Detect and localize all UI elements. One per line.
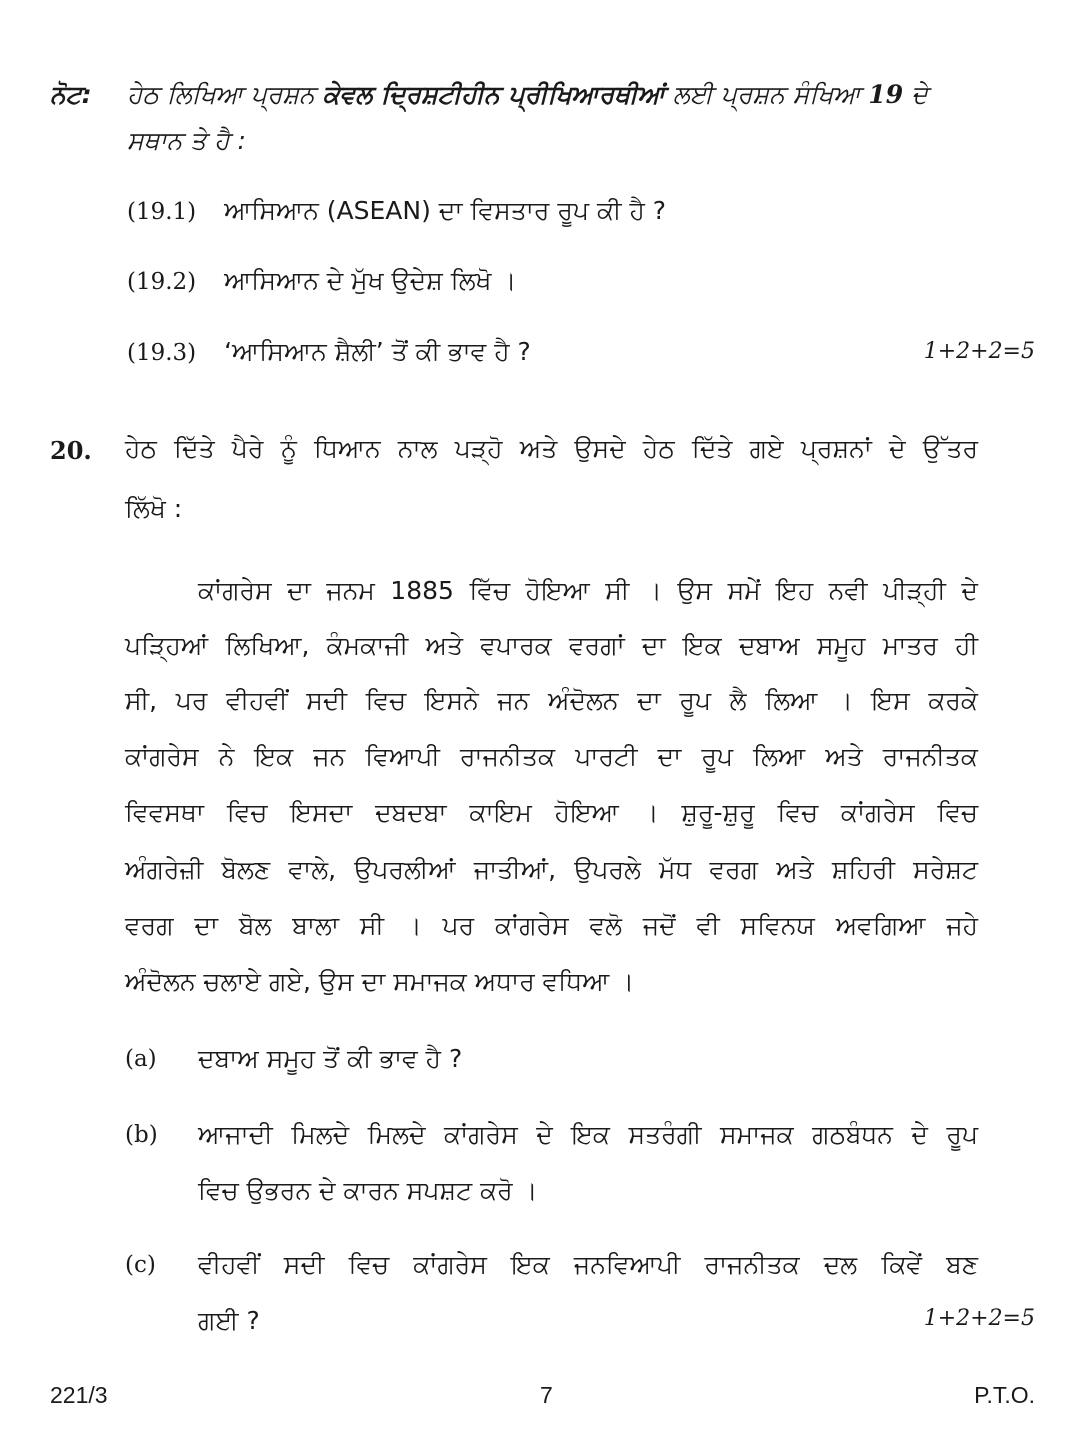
sub-question-label: (c) (125, 1252, 156, 1278)
note-question-number: 19 (868, 80, 904, 109)
passage-line: ਸੀ, ਪਰ ਵੀਹਵੀਂ ਸਦੀ ਵਿਚ ਇਸਨੇ ਜਨ ਅੰਦੋਲਨ ਦਾ ਰੂਪ ਲੈ ਲਿਆ । ਇਸ ਕਰਕੇ (125, 686, 978, 715)
sub-question-text: ਗਈ ? (198, 1306, 260, 1335)
sub-question-label: (b) (125, 1122, 158, 1148)
sub-question-text: ਆਜਾਦੀ ਮਿਲਦੇ ਮਿਲਦੇ ਕਾਂਗਰੇਸ ਦੇ ਇਕ ਸਤਰੰਗੀ ਸਮਾਜਕ ਗਠਬੰਧਨ ਦੇ ਰੂਪ (198, 1120, 978, 1149)
q19-marks: 1+2+2=5 (923, 339, 1035, 364)
q19-item-text: ਆਸਿਆਨ ਦੇ ਮੁੱਖ ਉਦੇਸ਼ ਲਿਖੋ । (224, 266, 517, 295)
q19-item-text: ਆਸਿਆਨ (ASEAN) ਦਾ ਵਿਸਤਾਰ ਰੂਪ ਕੀ ਹੈ ? (224, 196, 667, 225)
passage-line: ਵਰਗ ਦਾ ਬੋਲ ਬਾਲਾ ਸੀ । ਪਰ ਕਾਂਗਰੇਸ ਵਲੋ ਜਦੋਂ ਵੀ ਸਵਿਨਯ ਅਵਗਿਆ ਜਹੇ (125, 911, 978, 940)
q19-item-number: (19.2) (127, 269, 197, 295)
paper-code: 221/3 (50, 1382, 108, 1408)
q19-item (127, 194, 666, 228)
note-text-bold: ਕੇਵਲ ਦ੍ਰਿਸ਼ਟੀਹੀਨ ਪ੍ਰੀਖਿਆਰਥੀਆਂ (322, 80, 665, 109)
q19-item (127, 335, 531, 369)
passage-line: ਵਿਵਸਥਾ ਵਿਚ ਇਸਦਾ ਦਬਦਬਾ ਕਾਇਮ ਹੋਇਆ । ਸ਼ੁਰੂ-ਸ਼ੁਰੂ ਵਿਚ ਕਾਂਗਰੇਸ ਵਿਚ (125, 798, 978, 827)
note-line-2: ਸਥਾਨ ਤੇ ਹੈ : (127, 126, 246, 155)
q20-intro-line: ਲਿੱਖੋ : (125, 494, 183, 523)
note-line-1 (127, 78, 928, 112)
q19-item-number: (19.3) (127, 340, 197, 366)
q19-item (127, 264, 516, 298)
q20-number: 20. (50, 436, 92, 465)
q20-marks: 1+2+2=5 (923, 1306, 1035, 1331)
note-text-post: ਲਈ ਪ੍ਰਸ਼ਨ ਸੰਖਿਆ (672, 80, 861, 109)
passage-line: ਅੰਗਰੇਜ਼ੀ ਬੋਲਣ ਵਾਲੇ, ਉਪਰਲੀਆਂ ਜਾਤੀਆਂ, ਉਪਰਲੇ ਮੱਧ ਵਰਗ ਅਤੇ ਸ਼ਹਿਰੀ ਸਰੇਸ਼ਟ (125, 855, 978, 884)
sub-question-label: (a) (125, 1046, 157, 1072)
q19-item-text: ‘ਆਸਿਆਨ ਸ਼ੈਲੀ’ ਤੋਂ ਕੀ ਭਾਵ ਹੈ ? (224, 337, 531, 366)
note-text-end: ਦੇ (911, 80, 928, 109)
note-text-pre: ਹੇਠ ਲਿਖਿਆ ਪ੍ਰਸ਼ਨ (127, 80, 315, 109)
sub-question-text: ਵਿਚ ਉਭਰਨ ਦੇ ਕਾਰਨ ਸਪਸ਼ਟ ਕਰੋ । (198, 1176, 538, 1205)
passage-line: ਕਾਂਗਰੇਸ ਨੇ ਇਕ ਜਨ ਵਿਆਪੀ ਰਾਜਨੀਤਕ ਪਾਰਟੀ ਦਾ ਰੂਪ ਲਿਆ ਅਤੇ ਰਾਜਨੀਤਕ (125, 742, 978, 771)
q19-item-number: (19.1) (127, 199, 197, 225)
passage-line: ਪੜ੍ਹਿਆਂ ਲਿਖਿਆ, ਕੰਮਕਾਜੀ ਅਤੇ ਵਪਾਰਕ ਵਰਗਾਂ ਦਾ ਇਕ ਦਬਾਅ ਸਮੂਹ ਮਾਤਰ ਹੀ (125, 631, 978, 660)
passage-line: ਕਾਂਗਰੇਸ ਦਾ ਜਨਮ 1885 ਵਿੱਚ ਹੋਇਆ ਸੀ । ਉਸ ਸਮੇਂ ਇਹ ਨਵੀ ਪੀੜ੍ਹੀ ਦੇ (198, 576, 978, 605)
passage-line: ਅੰਦੋਲਨ ਚਲਾਏ ਗਏ, ਉਸ ਦਾ ਸਮਾਜਕ ਅਧਾਰ ਵਧਿਆ । (125, 967, 635, 996)
note-label: ਨੋਟ: (50, 80, 92, 109)
q20-intro-line: ਹੇਠ ਦਿੱਤੇ ਪੈਰੇ ਨੂੰ ਧਿਆਨ ਨਾਲ ਪੜ੍ਹੋ ਅਤੇ ਉਸਦੇ ਹੇਠ ਦਿੱਤੇ ਗਏ ਪ੍ਰਸ਼ਨਾਂ ਦੇ ਉੱਤਰ (125, 434, 978, 463)
sub-question-text: ਦਬਾਅ ਸਮੂਹ ਤੋਂ ਕੀ ਭਾਵ ਹੈ ? (198, 1044, 463, 1073)
page-number: 7 (540, 1382, 553, 1408)
sub-question-text: ਵੀਹਵੀਂ ਸਦੀ ਵਿਚ ਕਾਂਗਰੇਸ ਇਕ ਜਨਵਿਆਪੀ ਰਾਜਨੀਤਕ ਦਲ ਕਿਵੇਂ ਬਣ (198, 1250, 978, 1279)
pto-label: P.T.O. (974, 1382, 1035, 1408)
